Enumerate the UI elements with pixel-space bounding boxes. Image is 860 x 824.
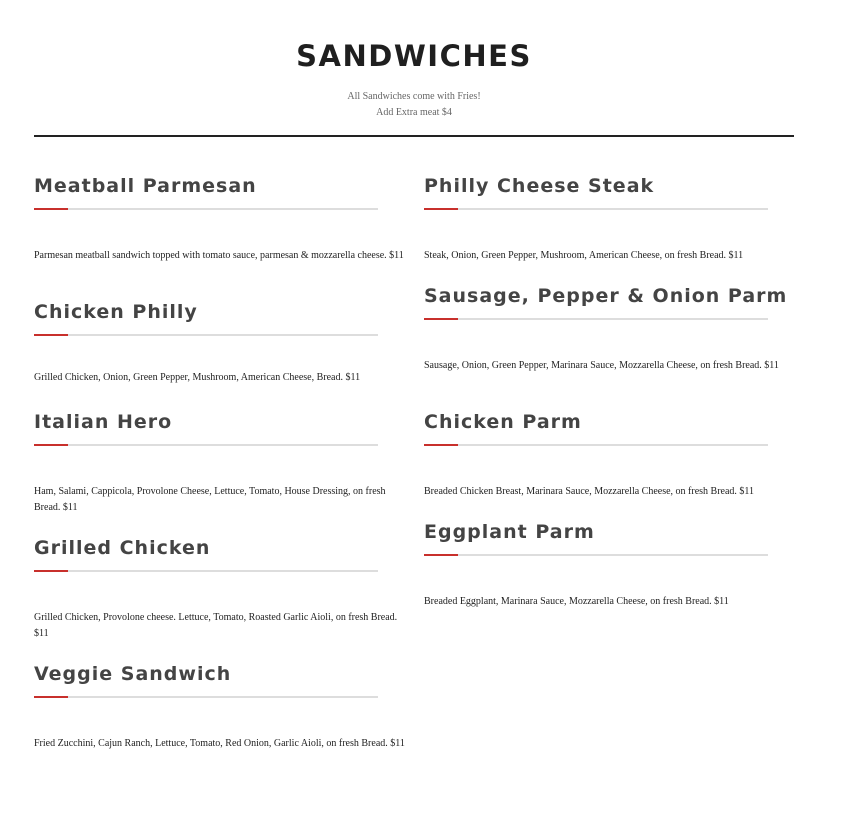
item-divider: [34, 696, 378, 698]
menu-item-description: Steak, Onion, Green Pepper, Mushroom, American Cheese, on fresh Bread. $11: [424, 250, 744, 261]
item-divider: [424, 554, 768, 556]
menu-item-name: Chicken Philly: [34, 301, 198, 323]
menu-item-description: Breaded Chicken Breast, Marinara Sauce, Mozzarella Cheese, on fresh Bread. $11: [424, 486, 755, 497]
menu-item-name: Italian Hero: [34, 411, 173, 433]
menu-item-name: Chicken Parm: [424, 411, 582, 433]
menu-item-description: Ham, Salami, Cappicola, Provolone Cheese, Lettuce, Tomato, House Dressing, on fresh Bread. $11: [34, 486, 386, 513]
item-accent-bar: [34, 696, 68, 698]
menu-item-description: Parmesan meatball sandwich topped with tomato sauce, parmesan & mozzarella cheese. $11: [34, 250, 404, 261]
item-divider: [34, 570, 378, 572]
menu-title: SANDWICHES: [296, 39, 532, 73]
menu-item-description: Breaded Eggplant, Marinara Sauce, Mozzarella Cheese, on fresh Bread. $11: [424, 596, 729, 607]
item-divider: [34, 334, 378, 336]
menu-item-name: Eggplant Parm: [424, 521, 595, 543]
menu-item-description: Grilled Chicken, Onion, Green Pepper, Mushroom, American Cheese, Bread. $11: [34, 372, 361, 383]
header-divider: [34, 135, 794, 137]
item-accent-bar: [34, 208, 68, 210]
item-divider: [34, 444, 378, 446]
menu-item-name: Meatball Parmesan: [34, 175, 257, 197]
menu-item-description: Grilled Chicken, Provolone cheese. Lettuce, Tomato, Roasted Garlic Aioli, on fresh Bread. $11: [34, 612, 398, 639]
menu-item-name: Philly Cheese Steak: [424, 175, 655, 197]
menu-item-name: Grilled Chicken: [34, 537, 211, 559]
item-divider: [34, 208, 378, 210]
item-accent-bar: [424, 318, 458, 320]
item-accent-bar: [424, 554, 458, 556]
item-divider: [424, 208, 768, 210]
item-accent-bar: [424, 444, 458, 446]
menu-item-description: Sausage, Onion, Green Pepper, Marinara Sauce, Mozzarella Cheese, on fresh Bread. $11: [424, 360, 779, 371]
item-accent-bar: [34, 334, 68, 336]
menu-item-description: Fried Zucchini, Cajun Ranch, Lettuce, Tomato, Red Onion, Garlic Aioli, on fresh Bread. $11: [34, 738, 405, 749]
item-accent-bar: [424, 208, 458, 210]
item-divider: [424, 444, 768, 446]
item-accent-bar: [34, 444, 68, 446]
menu-item-name: Veggie Sandwich: [34, 663, 232, 685]
item-divider: [424, 318, 768, 320]
menu-subtitle-fries: All Sandwiches come with Fries!: [347, 91, 481, 102]
item-accent-bar: [34, 570, 68, 572]
menu-item-name: Sausage, Pepper & Onion Parm: [424, 285, 788, 307]
menu-subtitle-extra-meat: Add Extra meat $4: [376, 107, 452, 118]
